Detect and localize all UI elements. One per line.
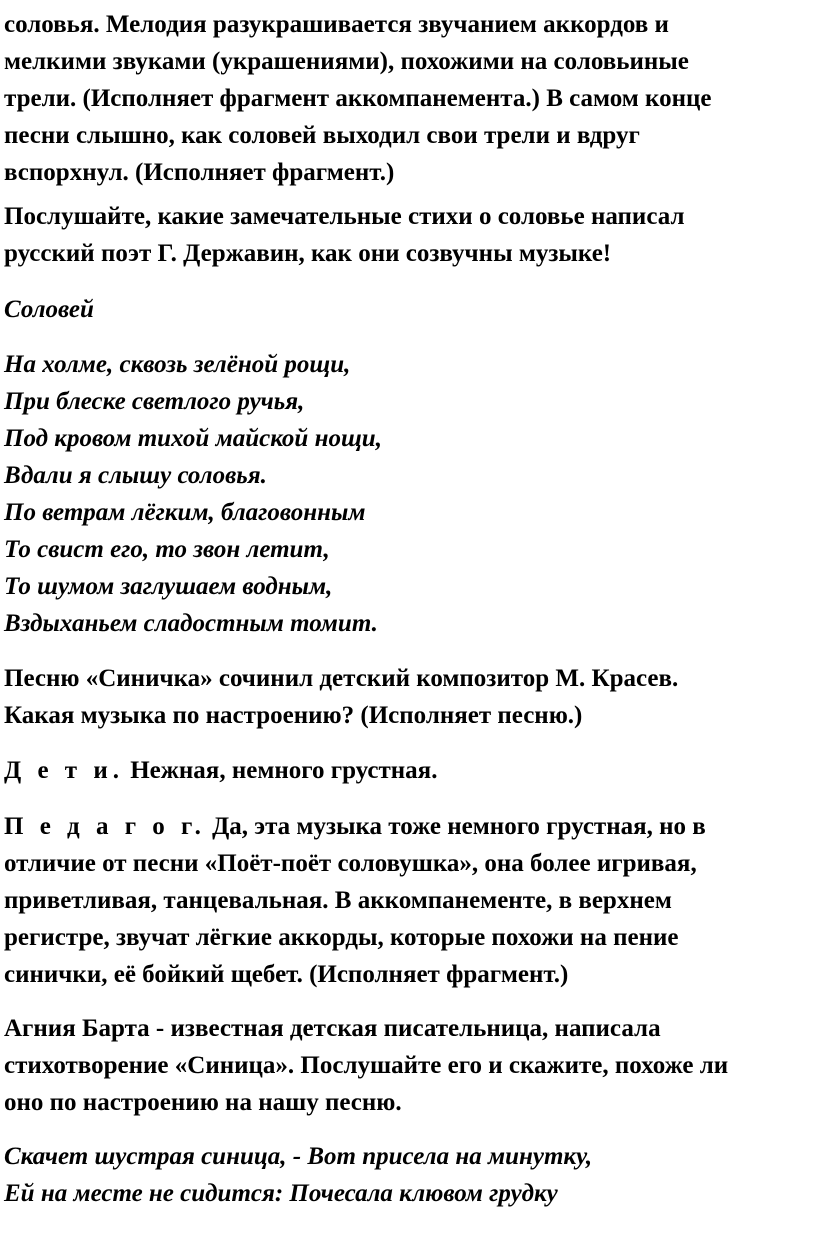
poem-line: Под кровом тихой майской нощи, — [4, 425, 382, 452]
speaker-label: П е д а г о г. — [4, 813, 206, 840]
poem-line: Ей на месте не сидится: Почесала клювом грудку — [4, 1180, 558, 1207]
poem-line: При блеске светлого ручья, — [4, 388, 305, 415]
poem-line: То шумом заглушаем водным, — [4, 573, 333, 600]
poem-line: Вдали я слышу соловья. — [4, 462, 267, 489]
poem-line: По ветрам лёгким, благовонным — [4, 499, 366, 526]
poem-line: Скачет шустрая синица, - Вот присела на минутку, — [4, 1143, 593, 1170]
poem-line: То свист его, то звон летит, — [4, 536, 330, 563]
poem-sinitsa — [4, 1138, 592, 1212]
dialogue-children: Д е т и. Нежная, немного грустная. — [4, 757, 438, 784]
paragraph-sinichka-intro: Песню «Синичка» сочинил детский композитор М. Красев. Какая музыка по настроению? (Исполняет песню.) — [4, 665, 679, 729]
dialogue-teacher: П е д а г о г. Да, эта музыка тоже немного грустная, но в отличие от песни «Поёт-поёт соловушка», она более игривая, приветливая, танцевальная. В аккомпанементе, в верхнем регистре, звучат лёгкие аккорды, которые похожи на пение синички, её бойкий щебет. (Исполняет фрагмент.) — [4, 813, 706, 988]
speaker-label: Д е т и. — [4, 757, 124, 784]
paragraph-barto-intro: Агния Барта - известная детская писательница, написала стихотворение «Синица». Послушайте его и скажите, похоже ли оно по настроению на нашу песню. — [4, 1015, 729, 1116]
poem-title: Соловей — [4, 296, 94, 323]
poem-line: На холме, сквозь зелёной рощи, — [4, 351, 351, 378]
poem-nightingale — [4, 346, 382, 642]
paragraph-derzhavin-intro: Послушайте, какие замечательные стихи о соловье написал русский поэт Г. Державин, как они созвучны музыке! — [4, 203, 685, 267]
poem-line: Вздыханьем сладостным томит. — [4, 610, 378, 637]
paragraph-nightingale-melody: соловья. Мелодия разукрашивается звучанием аккордов и мелкими звуками (украшениями), похожими на соловьиные трели. (Исполняет фрагмент аккомпанемента.) В самом конце песни слышно, как соловей выходил свои трели и вдруг вспорхнул. (Исполняет фрагмент.) — [4, 11, 712, 186]
